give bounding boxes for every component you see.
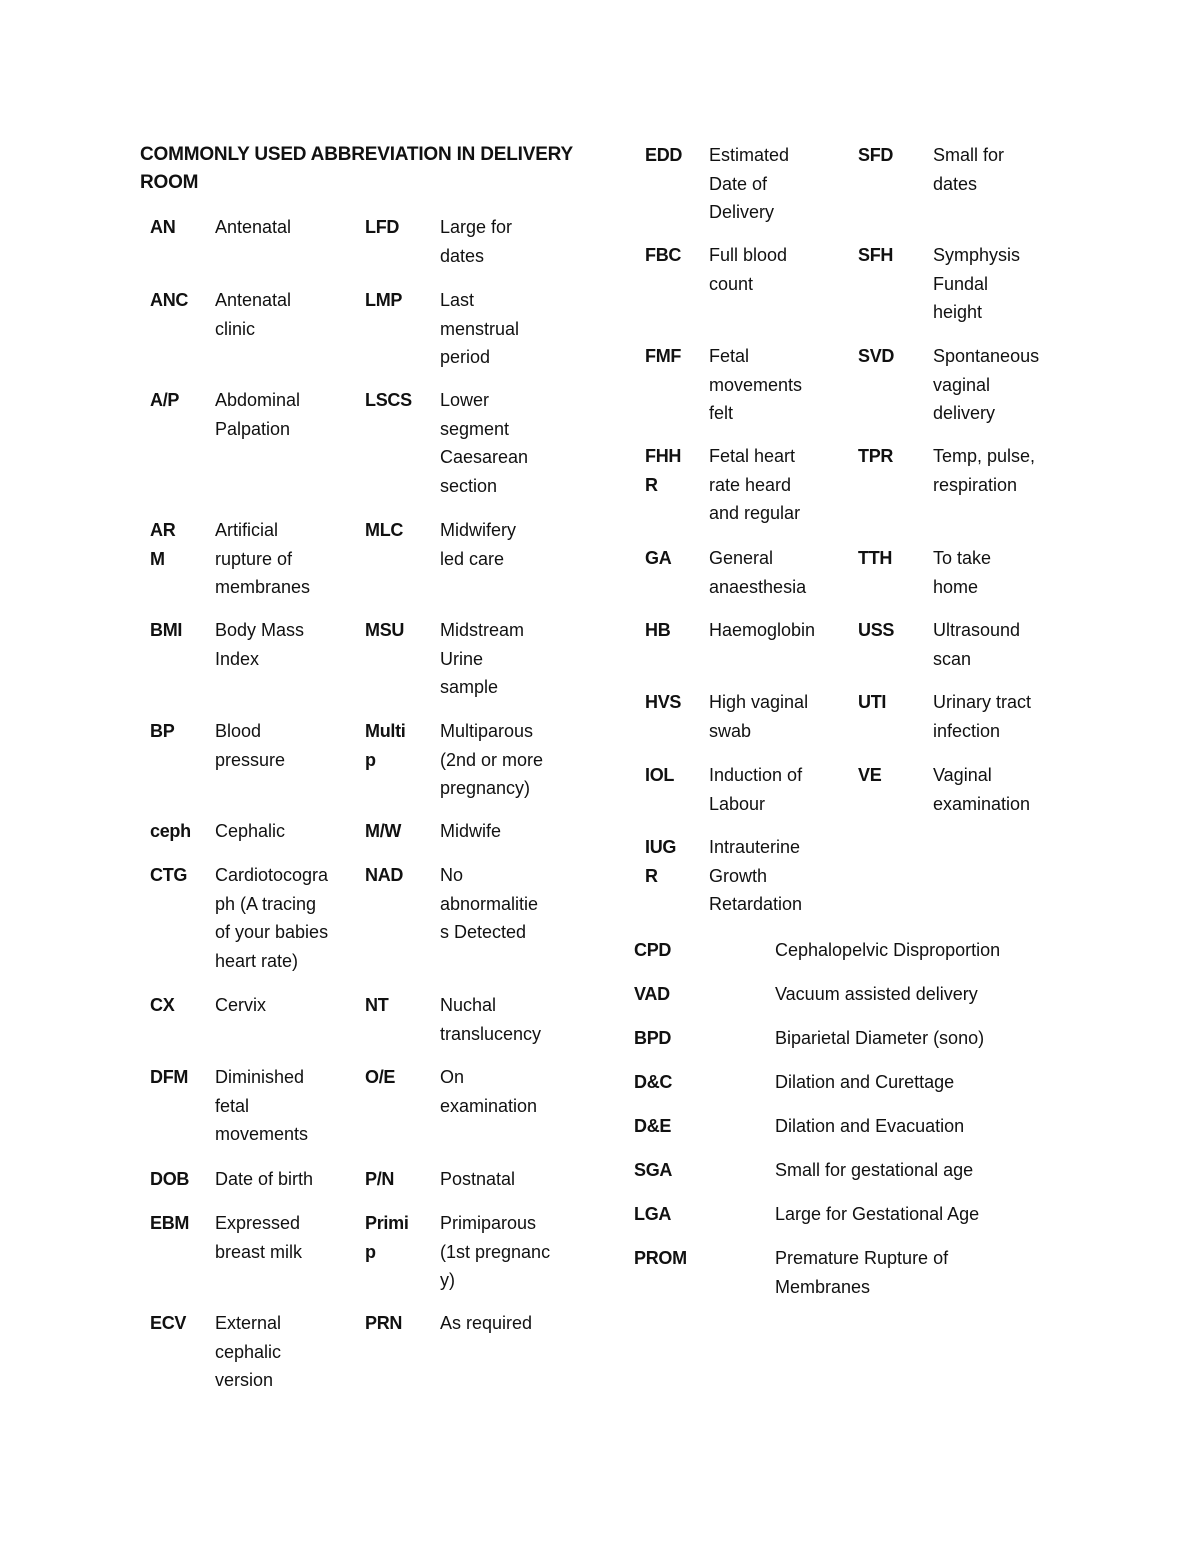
abbreviation: VAD bbox=[634, 984, 670, 1004]
table-row bbox=[150, 1209, 590, 1309]
table-row bbox=[645, 141, 1075, 241]
definition: Date of birth bbox=[215, 1169, 314, 1189]
list-item bbox=[634, 1068, 1074, 1112]
abbreviation: CTG bbox=[150, 865, 188, 885]
table-row bbox=[150, 991, 590, 1063]
table-row bbox=[150, 616, 590, 717]
abbreviation: BMI bbox=[150, 620, 183, 640]
abbreviation: P/N bbox=[365, 1169, 395, 1189]
definition: Cardiotocogra ph (A tracing of your babies heart rate) bbox=[215, 865, 329, 971]
definition: To take home bbox=[933, 548, 992, 597]
definition: Midwife bbox=[440, 821, 502, 841]
definition: Midstream Urine sample bbox=[440, 620, 525, 697]
definition: Premature Rupture of Membranes bbox=[775, 1248, 949, 1297]
abbreviation: TTH bbox=[858, 548, 893, 568]
abbreviation: LFD bbox=[365, 217, 400, 237]
table-row bbox=[150, 286, 590, 386]
abbreviation: ceph bbox=[150, 821, 191, 841]
table-row bbox=[150, 386, 590, 516]
table-row bbox=[645, 342, 1075, 442]
abbreviation: IUG R bbox=[645, 837, 677, 886]
abbreviation: FMF bbox=[645, 346, 682, 366]
abbreviation: SVD bbox=[858, 346, 895, 366]
list-item bbox=[634, 936, 1074, 980]
definition: Intrauterine Growth Retardation bbox=[709, 837, 803, 914]
table-row bbox=[645, 616, 1075, 688]
definition: No abnormalitie s Detected bbox=[440, 865, 539, 942]
abbreviation: HB bbox=[645, 620, 671, 640]
definition: Symphysis Fundal height bbox=[933, 245, 1021, 322]
list-item bbox=[634, 1024, 1074, 1068]
abbreviation: A/P bbox=[150, 390, 180, 410]
definition: Fetal movements felt bbox=[709, 346, 803, 423]
definition: Blood pressure bbox=[215, 721, 286, 770]
abbreviation: AR M bbox=[150, 520, 176, 569]
abbreviation: AN bbox=[150, 217, 176, 237]
abbreviation: CX bbox=[150, 995, 175, 1015]
abbreviation: LGA bbox=[634, 1204, 672, 1224]
definition: On examination bbox=[440, 1067, 538, 1116]
wide-abbreviation-list bbox=[634, 936, 1074, 1304]
definition: Cephalopelvic Disproportion bbox=[775, 940, 1001, 960]
table-row bbox=[645, 241, 1075, 342]
definition: High vaginal swab bbox=[709, 692, 809, 741]
definition: Antenatal bbox=[215, 217, 292, 237]
abbreviation: FBC bbox=[645, 245, 682, 265]
abbreviation: USS bbox=[858, 620, 895, 640]
list-item bbox=[634, 1200, 1074, 1244]
definition: Artificial rupture of membranes bbox=[215, 520, 311, 597]
abbreviation: HVS bbox=[645, 692, 682, 712]
abbreviation: VE bbox=[858, 765, 882, 785]
table-row bbox=[645, 442, 1075, 544]
definition: Postnatal bbox=[440, 1169, 516, 1189]
definition: Dilation and Curettage bbox=[775, 1072, 955, 1092]
abbreviation: PROM bbox=[634, 1248, 687, 1268]
definition: Cervix bbox=[215, 995, 267, 1015]
abbreviation: TPR bbox=[858, 446, 894, 466]
definition: Temp, pulse, respiration bbox=[933, 446, 1036, 495]
table-row bbox=[645, 833, 1075, 933]
abbreviation: DFM bbox=[150, 1067, 189, 1087]
definition: Full blood count bbox=[709, 245, 788, 294]
abbreviation: SGA bbox=[634, 1160, 673, 1180]
definition: Nuchal translucency bbox=[440, 995, 542, 1044]
abbreviation: EBM bbox=[150, 1213, 190, 1233]
definition: Small for dates bbox=[933, 145, 1005, 194]
definition: Fetal heart rate heard and regular bbox=[709, 446, 801, 523]
list-item bbox=[634, 1112, 1074, 1156]
abbreviation: O/E bbox=[365, 1067, 396, 1087]
abbreviation: FHH R bbox=[645, 446, 682, 495]
list-item bbox=[634, 980, 1074, 1024]
left-abbreviation-table bbox=[150, 213, 590, 1409]
table-row bbox=[150, 861, 590, 991]
definition: Induction of Labour bbox=[709, 765, 803, 814]
definition: Vaginal examination bbox=[933, 765, 1031, 814]
definition: Expressed breast milk bbox=[215, 1213, 303, 1262]
abbreviation: ECV bbox=[150, 1313, 187, 1333]
abbreviation: ANC bbox=[150, 290, 189, 310]
table-row bbox=[150, 1063, 590, 1165]
definition: Abdominal Palpation bbox=[215, 390, 301, 439]
definition: Lower segment Caesarean section bbox=[440, 390, 529, 496]
abbreviation: Multi p bbox=[365, 721, 406, 770]
abbreviation: BPD bbox=[634, 1028, 672, 1048]
abbreviation: EDD bbox=[645, 145, 683, 165]
abbreviation: NAD bbox=[365, 865, 404, 885]
abbreviation: BP bbox=[150, 721, 175, 741]
definition: Body Mass Index bbox=[215, 620, 305, 669]
table-row bbox=[645, 761, 1075, 833]
definition: Estimated Date of Delivery bbox=[709, 145, 790, 222]
abbreviation: M/W bbox=[365, 821, 402, 841]
abbreviation: MSU bbox=[365, 620, 405, 640]
definition: General anaesthesia bbox=[709, 548, 807, 597]
table-row bbox=[150, 213, 590, 286]
table-row bbox=[150, 516, 590, 616]
abbreviation: LMP bbox=[365, 290, 403, 310]
abbreviation: UTI bbox=[858, 692, 887, 712]
list-item bbox=[634, 1244, 1074, 1304]
definition: Vacuum assisted delivery bbox=[775, 984, 978, 1004]
definition: Primiparous (1st pregnanc y) bbox=[440, 1213, 551, 1290]
abbreviation: DOB bbox=[150, 1169, 190, 1189]
definition: Small for gestational age bbox=[775, 1160, 974, 1180]
abbreviation: PRN bbox=[365, 1313, 403, 1333]
abbreviation: IOL bbox=[645, 765, 675, 785]
definition: Antenatal clinic bbox=[215, 290, 292, 339]
table-row bbox=[150, 817, 590, 861]
table-row bbox=[150, 717, 590, 817]
abbreviation: D&C bbox=[634, 1072, 673, 1092]
page-title: COMMONLY USED ABBREVIATION IN DELIVERY ROOM bbox=[140, 144, 573, 193]
definition: External cephalic version bbox=[215, 1313, 282, 1390]
definition: Biparietal Diameter (sono) bbox=[775, 1028, 985, 1048]
table-row bbox=[150, 1165, 590, 1209]
definition: Haemoglobin bbox=[709, 620, 816, 640]
abbreviation: SFH bbox=[858, 245, 894, 265]
abbreviation: LSCS bbox=[365, 390, 412, 410]
abbreviation: D&E bbox=[634, 1116, 672, 1136]
table-row bbox=[150, 1309, 590, 1409]
definition: Large for dates bbox=[440, 217, 513, 266]
abbreviation: Primi p bbox=[365, 1213, 409, 1262]
definition: Spontaneous vaginal delivery bbox=[933, 346, 1040, 423]
definition: Midwifery led care bbox=[440, 520, 517, 569]
definition: Ultrasound scan bbox=[933, 620, 1021, 669]
definition: Dilation and Evacuation bbox=[775, 1116, 965, 1136]
abbreviation: GA bbox=[645, 548, 672, 568]
definition: As required bbox=[440, 1313, 533, 1333]
definition: Multiparous (2nd or more pregnancy) bbox=[440, 721, 544, 798]
table-row bbox=[645, 544, 1075, 616]
list-item bbox=[634, 1156, 1074, 1200]
table-row bbox=[645, 688, 1075, 761]
definition: Cephalic bbox=[215, 821, 286, 841]
abbreviation: NT bbox=[365, 995, 389, 1015]
definition: Large for Gestational Age bbox=[775, 1204, 980, 1224]
definition: Urinary tract infection bbox=[933, 692, 1032, 741]
abbreviation: MLC bbox=[365, 520, 404, 540]
right-abbreviation-table bbox=[645, 141, 1075, 933]
definition: Diminished fetal movements bbox=[215, 1067, 309, 1144]
definition: Last menstrual period bbox=[440, 290, 520, 367]
abbreviation: CPD bbox=[634, 940, 672, 960]
abbreviation: SFD bbox=[858, 145, 894, 165]
